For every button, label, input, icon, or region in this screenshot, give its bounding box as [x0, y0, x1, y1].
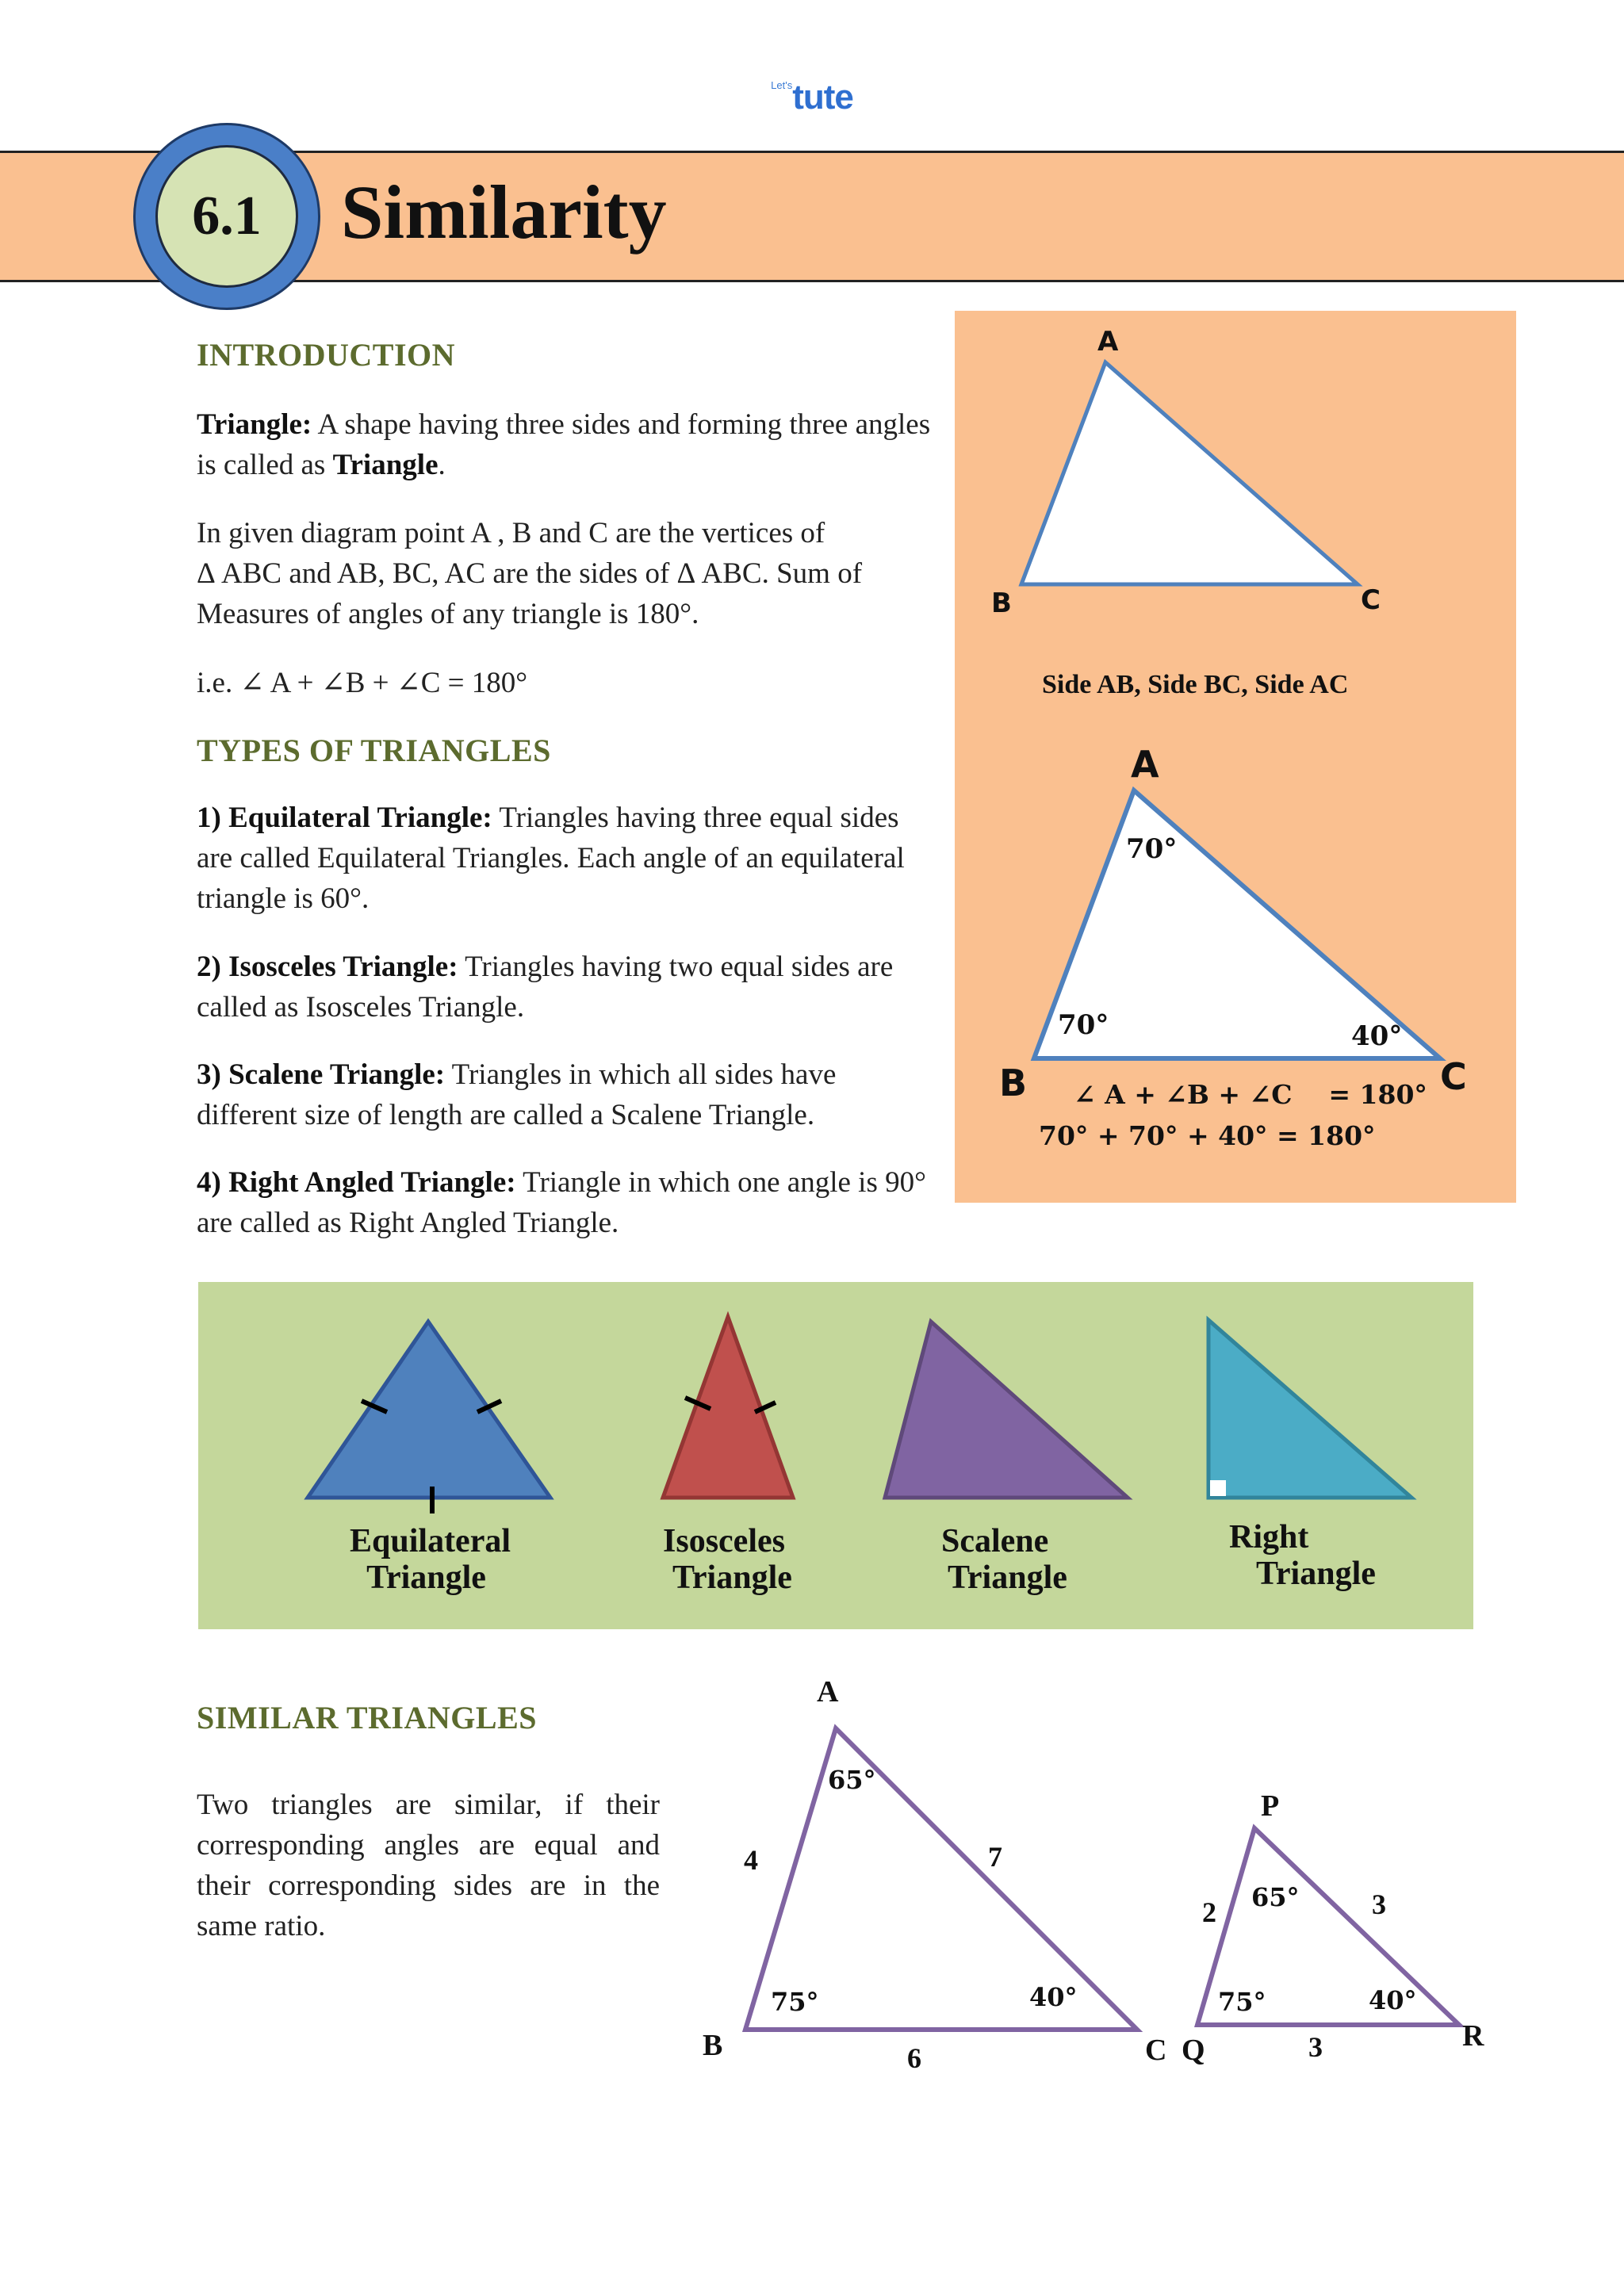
- label-equilateral: [350, 1523, 511, 1596]
- triangle-abc-outline: [1021, 362, 1358, 584]
- triangle-definition: [197, 404, 934, 485]
- label-line: Triangle: [1256, 1556, 1376, 1592]
- vertex-r-label: R: [1462, 2019, 1484, 2053]
- triangle-def-end: .: [438, 449, 446, 481]
- triangle-word: Triangle: [332, 449, 439, 481]
- vertex-c-label: C: [1145, 2034, 1167, 2067]
- angle-c-label: 40°: [1029, 1982, 1078, 2012]
- angle-p-label: 65°: [1251, 1882, 1300, 1912]
- logo-prefix: Let's: [771, 79, 793, 91]
- label-line: Scalene: [941, 1523, 1049, 1559]
- angle-sum-eq2: 70° + 70° + 40° = 180°: [1039, 1120, 1376, 1151]
- angle-b-label: 75°: [771, 1987, 819, 2017]
- label-isosceles: [663, 1523, 792, 1596]
- chapter-title: Similarity: [341, 170, 667, 254]
- type-item-isosceles: [197, 947, 910, 1027]
- vertex-q-label: Q: [1182, 2034, 1205, 2067]
- label-line: Equilateral: [350, 1523, 511, 1559]
- isosceles-triangle-shape: [663, 1317, 793, 1498]
- label-line: Isosceles: [663, 1523, 785, 1559]
- vertices-line: Δ ABC and AB, BC, AC are the sides of Δ ABC. Sum of: [197, 557, 863, 590]
- type-def: Triangles having two equal sides are called as Isosceles Triangle.: [197, 951, 894, 1024]
- vertex-b-label: B: [703, 2029, 723, 2062]
- label-right: [1229, 1519, 1376, 1592]
- equilateral-triangle-shape: [308, 1322, 550, 1498]
- vertex-b-label: B: [991, 587, 1012, 619]
- type-def: Triangle in which one angle is 90° are called as Right Angled Triangle.: [197, 1166, 926, 1239]
- type-def: Triangles having three equal sides are called Equilateral Triangles. Each angle of an equilateral triangle is 60°.: [197, 802, 905, 915]
- similar-line: their corresponding sides are in the: [197, 1869, 660, 1902]
- angle-a-label: 65°: [828, 1765, 876, 1795]
- angle-sum-equation: i.e. ∠ A + ∠B + ∠C = 180°: [197, 667, 528, 699]
- vertices-paragraph: [197, 513, 958, 634]
- right-triangle-shape: [1208, 1320, 1411, 1498]
- triangle-term: Triangle:: [197, 408, 312, 441]
- type-item-right: [197, 1162, 938, 1243]
- label-scalene: [941, 1523, 1067, 1596]
- label-line: Triangle: [948, 1559, 1067, 1596]
- side-qr-label: 3: [1308, 2031, 1323, 2063]
- side-pq-label: 2: [1202, 1896, 1216, 1928]
- vertices-line: Measures of angles of any triangle is 180°.: [197, 598, 699, 630]
- vertices-line: In given diagram point A , B and C are the vertices of: [197, 517, 825, 549]
- angle-q-label: 75°: [1218, 1987, 1266, 2017]
- types-heading: TYPES OF TRIANGLES: [197, 733, 551, 768]
- type-item-scalene: [197, 1054, 910, 1135]
- angle-c-label: 40°: [1351, 1020, 1403, 1052]
- vertex-a-label: A: [1131, 743, 1159, 786]
- chapter-number: 6.1: [155, 145, 298, 288]
- label-line: Triangle: [672, 1559, 792, 1596]
- sides-caption: Side AB, Side BC, Side AC: [1042, 670, 1349, 699]
- vertex-b-label: B: [999, 1062, 1028, 1104]
- label-line: Triangle: [366, 1559, 486, 1596]
- triangle-diagrams: [955, 311, 1516, 1203]
- vertex-p-label: P: [1261, 1789, 1280, 1823]
- vertex-a-label: A: [1097, 326, 1119, 358]
- angle-b-label: 70°: [1058, 1009, 1109, 1041]
- similar-definition: [197, 1785, 660, 1906]
- type-term: 3) Scalene Triangle:: [197, 1058, 446, 1091]
- side-ab-label: 4: [744, 1844, 758, 1876]
- vertex-c-label: C: [1361, 584, 1381, 616]
- logo-text: tute: [792, 78, 853, 117]
- type-item-equilateral: [197, 798, 910, 919]
- angle-a-label: 70°: [1126, 833, 1178, 865]
- type-term: 4) Right Angled Triangle:: [197, 1166, 516, 1199]
- vertex-a-label: A: [817, 1675, 839, 1709]
- vertex-c-label: C: [1440, 1055, 1467, 1098]
- similar-triangles-diagram: [682, 1657, 1554, 2085]
- type-term: 2) Isosceles Triangle:: [197, 951, 458, 983]
- intro-heading: INTRODUCTION: [197, 337, 456, 373]
- side-ac-label: 7: [988, 1841, 1002, 1873]
- similar-line: Two triangles are similar, if their: [197, 1789, 660, 1821]
- scalene-triangle-shape: [885, 1322, 1128, 1498]
- type-def: Triangles in which all sides have different size of length are called a Scalene Triangle.: [197, 1058, 837, 1131]
- side-pr-label: 3: [1372, 1888, 1386, 1920]
- similar-heading: SIMILAR TRIANGLES: [197, 1700, 537, 1735]
- triangle-def-text: A shape having three sides and forming three angles is called as: [197, 408, 931, 481]
- right-angle-marker: [1210, 1480, 1226, 1496]
- label-line: Right: [1229, 1519, 1309, 1556]
- triangle-abc-outline: [745, 1728, 1137, 2030]
- similar-line: corresponding angles are equal and: [197, 1829, 660, 1862]
- angle-sum-eq1: ∠ A + ∠B + ∠C = 180°: [1074, 1079, 1427, 1110]
- similar-line: same ratio.: [197, 1910, 326, 1942]
- side-bc-label: 6: [907, 2042, 921, 2074]
- angle-r-label: 40°: [1369, 1985, 1417, 2015]
- type-term: 1) Equilateral Triangle:: [197, 802, 492, 834]
- brand-logo: [0, 78, 1624, 117]
